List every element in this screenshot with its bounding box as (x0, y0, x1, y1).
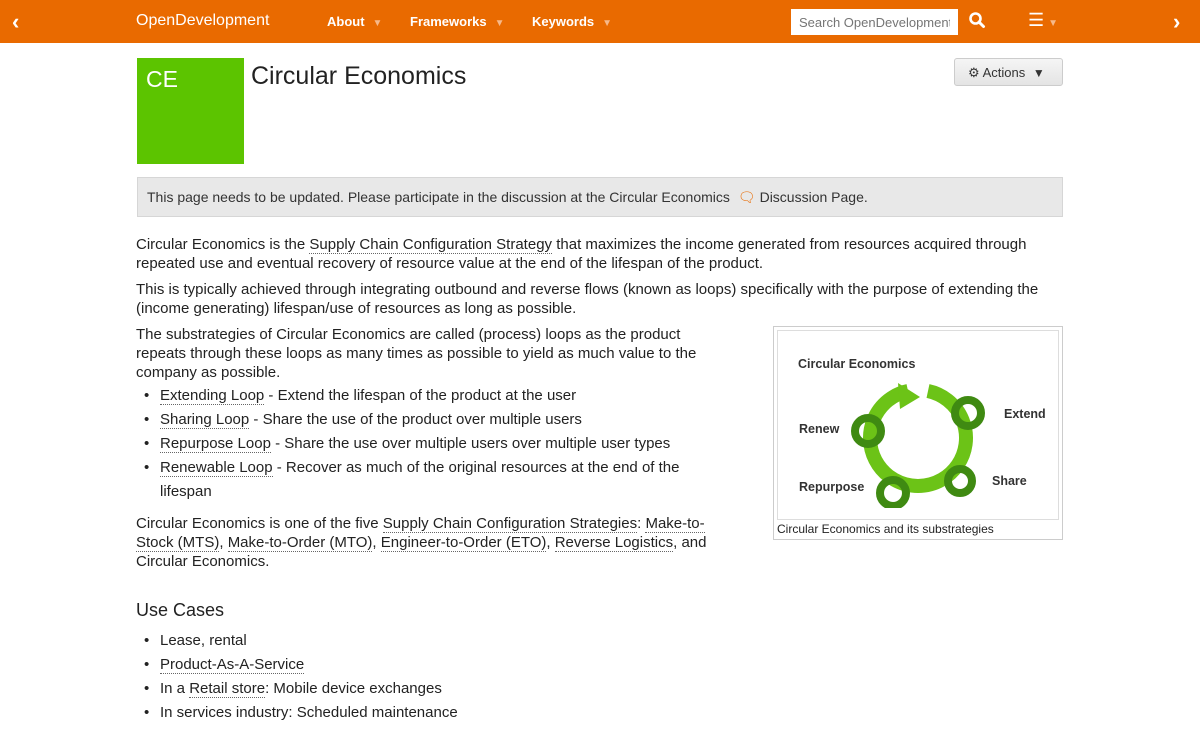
prev-arrow-icon[interactable]: ‹ (12, 9, 20, 34)
text-segment: - Share the use of the product over multiple users (249, 411, 582, 428)
text-segment: , and Circular Economics. (136, 534, 707, 570)
closing-paragraph (136, 514, 726, 571)
label-renew: Renew (799, 422, 840, 436)
wiki-link[interactable]: Supply Chain Configuration Strategy (309, 236, 553, 253)
list-item (136, 653, 1061, 677)
caret-down-icon: ▼ (494, 18, 505, 29)
caret-down-icon: ▼ (1032, 66, 1045, 80)
menu-keywords[interactable] (532, 14, 612, 29)
wiki-link[interactable]: Sharing Loop (160, 411, 250, 428)
hamburger-icon: ☰ (1028, 10, 1045, 30)
menu-about[interactable] (327, 14, 382, 29)
loop-diagram-icon (848, 383, 988, 508)
brand-link[interactable]: OpenDevelopment (136, 12, 270, 29)
wiki-link[interactable]: Reverse Logistics (554, 534, 674, 551)
wiki-link[interactable]: Renewable Loop (160, 459, 273, 476)
text-segment: The substrategies of Circular Economics are called (process) loops as the product repeats through these loops as many times as possible to yield as much value to the company as possible. (136, 326, 697, 381)
caret-down-icon: ▼ (372, 18, 383, 29)
search-input[interactable] (791, 9, 958, 35)
diagram-title: Circular Economics (798, 357, 916, 371)
menu-frameworks[interactable] (410, 14, 505, 29)
text-segment: Circular Economics is the (136, 236, 310, 253)
list-item (136, 408, 726, 432)
use-cases-heading: Use Cases (136, 600, 225, 620)
text-segment: This is typically achieved through integrating outbound and reverse flows (known as loops) specifically with the purpose of extending the (income generating) lifespan/use of resources as long as possible. (136, 281, 1039, 317)
notice-end: . (863, 189, 868, 205)
circular-economics-diagram[interactable] (777, 330, 1059, 520)
text-segment: , (546, 534, 555, 551)
list-item (136, 384, 726, 408)
wiki-link[interactable]: Retail store (189, 680, 266, 697)
figure-caption: Circular Economics and its substrategies (777, 522, 994, 536)
text-segment: Circular Economics is one of the five (136, 515, 383, 532)
list-item (136, 701, 1061, 725)
list-item (136, 432, 726, 456)
list-item (136, 677, 1061, 701)
label-extend: Extend (1004, 407, 1046, 421)
gear-icon: ⚙ (968, 65, 980, 80)
menu-label: Keywords (532, 14, 595, 29)
wiki-link[interactable]: Make-to-Order (MTO) (227, 534, 373, 551)
text-segment: In services industry: Scheduled maintenance (160, 704, 458, 721)
substrategies-paragraph (136, 325, 726, 382)
wiki-link[interactable]: Supply Chain Configuration Strategies (382, 515, 638, 532)
next-arrow-icon[interactable]: › (1173, 9, 1181, 34)
text-segment: - Share the use over multiple users over multiple user types (270, 435, 671, 452)
discussion-page-link[interactable]: Discussion Page (759, 189, 864, 205)
list-item (136, 456, 726, 504)
actions-label: Actions (982, 65, 1026, 80)
text-segment: - Recover as much of the original resources at the end of the lifespan (160, 459, 680, 500)
update-notice (137, 177, 1063, 217)
hamburger-menu[interactable] (1028, 10, 1058, 31)
actions-button[interactable] (954, 58, 1063, 86)
text-segment: , (372, 534, 381, 551)
caret-down-icon: ▼ (602, 18, 613, 29)
menu-label: Frameworks (410, 14, 487, 29)
page-title: Circular Economics (251, 62, 467, 90)
notice-text: This page needs to be updated. Please participate in the discussion at the Circular Economics (147, 189, 730, 205)
wiki-link[interactable]: Product-As-A-Service (160, 656, 305, 673)
text-segment: : Mobile device exchanges (265, 680, 442, 697)
loops-paragraph (136, 280, 1061, 318)
discussion-icon: 🗨 (737, 189, 756, 205)
top-navbar (0, 0, 1200, 43)
caret-down-icon: ▼ (1048, 18, 1059, 29)
text-segment: , (219, 534, 228, 551)
use-cases-list (136, 629, 1061, 725)
text-segment: In a (160, 680, 190, 697)
figure (773, 326, 1063, 540)
wiki-link[interactable]: Engineer-to-Order (ETO) (380, 534, 547, 551)
page-logo: CE (137, 58, 244, 164)
text-segment: Lease, rental (160, 632, 247, 649)
text-segment: - Extend the lifespan of the product at the user (264, 387, 577, 404)
text-segment: : (637, 515, 646, 532)
list-item (136, 629, 1061, 653)
text-segment: that maximizes the income generated from resources acquired through repeated use and eventual recovery of resource value at the end of the lifespan of the product. (136, 236, 1027, 272)
wiki-link[interactable]: Repurpose Loop (160, 435, 271, 452)
intro-paragraph (136, 235, 1061, 273)
loops-list (136, 384, 726, 504)
label-share: Share (992, 474, 1027, 488)
wiki-link[interactable]: Make-to-Stock (MTS) (136, 515, 705, 551)
label-repurpose: Repurpose (799, 480, 865, 494)
wiki-link[interactable]: Extending Loop (160, 387, 265, 404)
search-icon[interactable] (968, 11, 986, 33)
menu-label: About (327, 14, 365, 29)
